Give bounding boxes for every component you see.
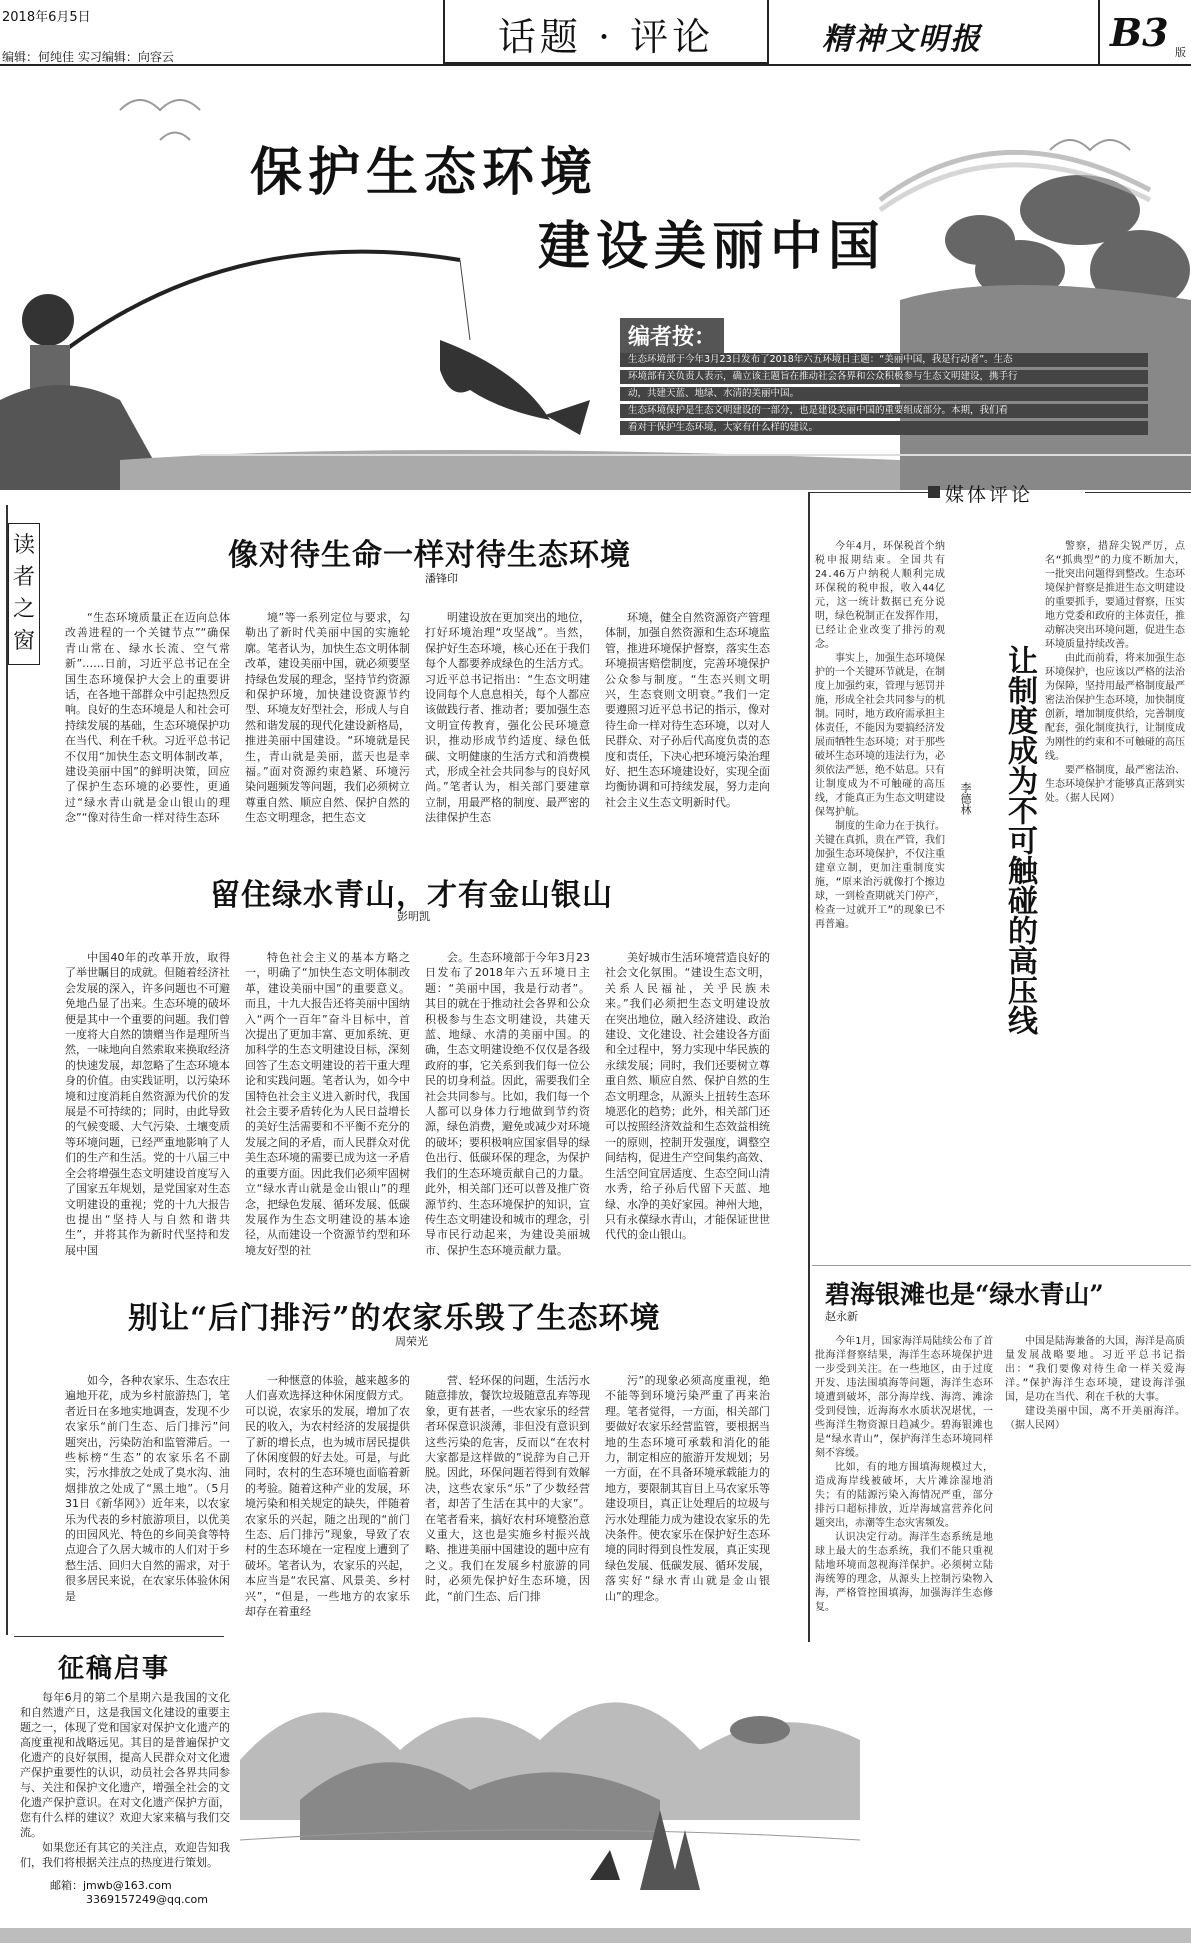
paragraph: 今年4月，环保税首个纳税申报期结束。全国共有24.46万户纳税人顺利完成环保税的税申报，收入44亿元，这一统计数据已充分说明，绿色税制正在发挥作用，已经让企业改变了排污的观念。: [815, 541, 945, 650]
paragraph: 中国是陆海兼备的大国，海洋是高质量发展战略要地。习近平总书记指出：“我们要像对待生命一样关爱海洋。”保护海洋生态环境，建设海洋强国，是功在当代、利在千秋的大事。: [1005, 1336, 1185, 1403]
article-2-title: 留住绿水青山，才有金山银山: [210, 878, 613, 913]
article-3-col-1: [65, 1373, 230, 1628]
paragraph: 明建设放在更加突出的地位，打好环境治理“攻坚战”。当然，保护好生态环境，核心还在于我们每个人都要养成绿色的生活方式。习近平总书记指出：“生态文明建设同每个人息息相关，每个人都应该做践行者、推动者；要加强生态文明宣传教育，强化公民环境意识，推动形成节约适度、绿色低碳、文明健康的生活方式和消费模式，形成全社会共同参与的良好风尚。”笔者认为，相关部门要建章立制，用最严格的制度、最严密的法律保护生态: [425, 611, 590, 825]
article-4-author: 李德林: [959, 782, 972, 815]
article-1-author: 潘锋印: [425, 572, 458, 585]
email-link[interactable]: 3369157249@qq.com: [86, 1893, 208, 1906]
paragraph: 如果您还有其它的关注点，欢迎告知我们，我们将根据关注点的热度进行策划。: [20, 1841, 230, 1869]
headline-2: 建设美丽中国: [538, 216, 887, 277]
header-editors: 编辑：何纯佳 实习编辑：向容云: [2, 50, 174, 64]
media-review-rule: [808, 492, 810, 1642]
article-3-col-3: [425, 1373, 590, 1628]
page-number: B3: [1110, 10, 1169, 55]
landscape-illustration: [240, 1640, 860, 1920]
paragraph: 营、轻环保的问题，生活污水随意排放，餐饮垃圾随意乱弃等现象，更有甚者，一些农家乐的经营者环保意识淡薄，非但没有意识到这些污染的危害，反而以“在农村大家都是这样做的”说辞为自己开脱。因此，环保问题若得到有效解决，这些农家乐“乐”了少数经营者，却苦了生活在其中的大家”。在笔者看来，搞好农村环境整治意义重大，这也是实施乡村振兴战略、推进美丽中国建设的题中应有之义。我们在发展乡村旅游的同时，必须先保护好生态环境，因此，“前门生态、后门排: [425, 1374, 590, 1603]
media-review-top-rule: [808, 492, 928, 493]
footer-bar: [0, 1928, 1191, 1943]
paragraph: 比如，有的地方围填海规模过大，造成海岸线被破坏，大片滩涂湿地消失；有的陆源污染入海情况严重，部分排污口超标排放，近岸海域富营养化问题突出，赤潮等生态灾害频发。: [815, 1462, 993, 1529]
paragraph: 特色社会主义的基本方略之一，明确了“加快生态文明体制改革，建设美丽中国”的重要意义。而且，十九大报告还将美丽中国纳入“两个一百年”奋斗目标中，首次提出了更加丰富、更加系统、更加科学的生态文明建设目标，深刻回答了生态文明建设的若干重大理论和实践问题。笔者认为，如今中国特色社会主义进入新时代，我国社会主要矛盾转化为人民日益增长的美好生活需要和不平衡不充分的发展之间的矛盾，而人民群众对优美生态环境的需要已成为这一矛盾的重要方面。因此我们必须牢固树立“绿水青山就是金山银山”的理念，把绿色发展、循环发展、低碳发展作为生态文明建设的基本途径，从而建设一个资源节约型和环境友好型的社: [245, 951, 410, 1257]
article-3-col-4: [605, 1373, 770, 1628]
email-label: 邮箱：: [50, 1879, 83, 1892]
article-4-col-2: [1045, 540, 1185, 1250]
article-5-title: 碧海银滩也是“绿水青山”: [825, 1280, 1104, 1309]
paragraph: 由此而前看，将来加强生态环境保护，也应该以严格的法治为保障，坚持用最严格制度最严密法治保护生态环境，加快制度创新，增加制度供给，完善制度配套，强化制度执行，让制度成为刚性的约束和不可触碰的高压线。: [1045, 653, 1185, 762]
headline-1: 保护生态环境: [250, 142, 599, 203]
article-2-col-3: [425, 950, 590, 1255]
article-3-col-2: [245, 1373, 410, 1628]
paragraph: 认识决定行动。海洋生态系统是地球上最大的生态系统，我们不能只重视陆地环境而忽视海洋保护。必须树立陆海统筹的理念，从源头上控制污染物入海，严格管控围填海，加强海洋生态修复。: [815, 1532, 993, 1613]
header-rule: [0, 64, 1191, 66]
article-4-col-1: [815, 540, 945, 1250]
email-link[interactable]: jmwb@163.com: [83, 1879, 172, 1892]
article-3-author: 周荣光: [395, 1335, 428, 1348]
paragraph: 制度的生命力在于执行。关键在真抓，贵在严管，我们加强生态环境保护，不仅注重建章立制，更加注重制度实施，“原来治污就像打个擦边球，一到检查期就关门停产，检查一过就开工”的现象已不再普遍。: [815, 821, 945, 930]
paragraph: 会。生态环境部于今年3月23日发布了2018年六五环境日主题：“美丽中国，我是行动者”。其目的就在于推动社会各界和公众积极参与生态文明建设，共建天蓝、地绿、水清的美丽中国。的确，生态文明建设绝不仅仅是各级政府的事，它关系到我们每一位公民的切身利益。因此，需要我们全社会共同参与。比如，我们每一个人都可以身体力行地做到节约资源，绿色消费，避免或减少对环境的破坏；要积极响应国家倡导的绿色出行、低碳环保的理念，为保护我们的生态环境贡献自己的力量。此外，相关部门还可以普及推广资源节约、生态环境保护的知识，宣传生态文明建设和城市的理念，引导市民行动起来，为建设美丽城市、保护生态环境贡献力量。: [425, 951, 590, 1257]
article-1-col-3: [425, 610, 590, 825]
article-5-rule: [812, 1265, 1191, 1266]
call-for-papers-rule: [14, 1636, 224, 1637]
article-4-title: 让制度成为不可触碰的高压线: [1002, 645, 1037, 1035]
media-review-label: 媒体评论: [945, 484, 1034, 506]
paragraph: 每年6月的第二个星期六是我国的文化和自然遗产日，这是我国文化建设的重要主题之一，体现了党和国家对保护文化遗产的高度重视和战略远见。其目的是普遍保护文化遗产的良好氛围，提高人民群众对文化遗产保护重要性的认识，动员社会各界共同参与、关注和保护文化遗产，增强全社会的文化遗产保护意识。在对文化遗产保护方面，您有什么样的建议？欢迎大家来稿与我们交流。: [20, 1691, 230, 1839]
square-bullet-icon: [928, 486, 940, 498]
paragraph: 污”的现象必须高度重视，绝不能等到环境污染严重了再来治理。笔者觉得，一方面，相关部门要做好农家乐经营监管，要根据当地的生态环境可承载和消化的能力，制定相应的旅游开发规划；另一方面，在不具备环境承载能力的地方，要限制其盲目上马农家乐等建设项目，真正让处理后的垃圾与污水处理能力成为建设农家乐的先决条件。使农家乐在保护好生态环境的同时得到良性发展，真正实现绿色发展、低碳发展、循环发展，落实好“绿水青山就是金山银山”的理念。: [605, 1374, 770, 1603]
article-1-col-2: [245, 610, 410, 825]
editor-note-line: 环境部有关负责人表示，确立该主题旨在推动社会各界和公众积极参与生态文明建设，携手行: [620, 370, 1148, 384]
email-block: [50, 1877, 172, 1893]
editor-note-line: 看对于保护生态环境，大家有什么样的建议。: [620, 421, 1148, 435]
article-5-author: 赵永新: [825, 1310, 858, 1323]
paragraph: 警察，措辞尖锐严厉，点名“抓典型”的力度不断加大，一批突出问题得到整改。生态环境保护督察是推进生态文明建设的重要抓手，要通过督察，压实地方党委和政府的主体责任，推动解决突出环境问题，促进生态环境质量持续改善。: [1045, 541, 1185, 650]
section-title: 话题 · 评论: [497, 15, 715, 59]
article-1-title: 像对待生命一样对待生态环境: [228, 538, 631, 573]
call-for-papers-title: 征稿启事: [58, 1654, 171, 1684]
page-suffix: 版: [1175, 46, 1186, 59]
editor-note-label: 编者按：: [620, 318, 724, 353]
article-1-col-4: [605, 610, 770, 815]
article-2-author: 彭明凯: [397, 910, 430, 923]
section-title-box: [443, 0, 769, 64]
header-divider: [1098, 0, 1100, 64]
paragraph: 如今，各种农家乐、生态农庄遍地开花，成为乡村旅游热门，笔者近日在多地实地调查，发现不少农家乐“前门生态、后门排污”问题突出，污染防治和监管滞后。一些标榜“生态”的农家乐名不副实，污水排放之处成了臭水沟、油烟排放之处成了“黑土地”。（5月31日《新华网》）近年来，以农家乐为代表的乡村旅游项目，以优美的田园风光、特色的乡间美食等特点迎合了久居大城市的人们对于乡愁生活、回归大自然的需求，对于很多居民来说，在农家乐体验休闲是: [65, 1374, 230, 1603]
editor-note-line: 动，共建天蓝、地绿、水清的美丽中国。: [620, 387, 1148, 401]
reader-window-label: 读者之窗: [12, 533, 35, 654]
call-for-papers-body: [20, 1690, 230, 1869]
paragraph: 美好城市生活环境营造良好的社会文化氛围。“建设生态文明，关系人民福祉，关乎民族未来。”我们必须把生态文明建设放在突出地位，融入经济建设、政治建设、文化建设、社会建设各方面和全过程中，努力实现中华民族的永续发展；同时，我们还要树立尊重自然、顺应自然、保护自然的生态文明理念，从源头上扭转生态环境恶化的趋势；此外，相关部门还可以按照经济效益和生态效益相统一的原则，控制开发强度，调整空间结构，促进生产空间集约高效、生活空间宜居适度、生态空间山清水秀，给子孙后代留下天蓝、地绿、水净的美好家园。神州大地，只有永葆绿水青山，才能保证世世代代的金山银山。: [605, 951, 770, 1242]
editor-note-line: 生态环境保护是生态文明建设的一部分，也是建设美丽中国的重要组成部分。本期，我们看: [620, 404, 1148, 418]
paragraph: 今年1月，国家海洋局陆续公布了首批海洋督察结果，海洋生态环境保护进一步受到关注。在一些地区，由于过度开发、违法围填海等问题，海洋生态环境遭到破坏，部分海岸线、海湾、滩涂受到侵蚀，近海海水水质状况堪忧，一些海洋生物资源日趋减少。碧海银滩也是“绿水青山”，保护海洋生态环境同样刻不容缓。: [815, 1336, 993, 1459]
paragraph: 事实上，加强生态环境保护的一个关键环节就是，在制度上加强约束，管理与惩罚并施，形成全社会共同参与的机制。同时，地方政府需承担主体责任，不能因为要搞经济发展而牺牲生态环境；对于那些破坏生态环境的违法行为，必须依法严惩，绝不姑息。只有让制度成为不可触碰的高压线，才能真正为生态文明建设保驾护航。: [815, 653, 945, 818]
article-1-col-1: [65, 610, 230, 825]
article-5-col-2: [1005, 1335, 1185, 1805]
reader-window-rule: [6, 505, 8, 1635]
paragraph: 建设美丽中国，离不开美丽海洋。（据人民网）: [1005, 1406, 1185, 1431]
editor-note-line: 生态环境部于今年3月23日发布了2018年六五环境日主题：“美丽中国，我是行动者”。生态: [620, 353, 1148, 367]
article-2-col-4: [605, 950, 770, 1255]
article-2-col-1: [65, 950, 230, 1255]
paragraph: 境”等一系列定位与要求，勾勒出了新时代美丽中国的实施轮廓。笔者认为，加快生态文明体制改革，建设美丽中国，就必须要坚持绿色发展的理念，坚持节约资源和保护环境，加快建设资源节约型、环境友好型社会，形成人与自然和谐发展的现代化建设新格局，推进美丽中国建设。“环境就是民生，青山就是美丽，蓝天也是幸福。”面对资源约束趋紧、环境污染问题频发等问题，我们必须树立尊重自然、顺应自然、保护自然的生态文明理念，把生态文: [245, 611, 410, 825]
reader-window-tag: [8, 523, 40, 665]
media-review-top-rule: [1085, 492, 1191, 493]
paragraph: “生态环境质量正在迈向总体改善进程的一个关键节点”“确保青山常在、绿水长流、空气常新”……日前，习近平总书记在全国生态环境保护大会上的重要讲话，在各地干部群众中引起热烈反响。良好的生态环境是人和社会可持续发展的基础，生态环境保护功在当代、利在千秋。习近平总书记不仅用“加快生态文明体制改革，建设美丽中国”的鲜明决策，回应了保护生态环境的必要性，更通过“绿水青山就是金山银山的理念”“像对待生命一样对待生态环: [65, 611, 230, 825]
paragraph: 要严格制度，最严密法治、生态环境保护才能够真正落到实处。（据人民网）: [1045, 765, 1185, 804]
header-date: 2018年6月5日: [2, 10, 91, 25]
paragraph: 一种惬意的体验，越来越多的人们喜欢选择这种休闲度假方式。可以说，农家乐的发展，增加了农民的收入，为农村经济的发展提供了新的增长点，也为城市居民提供了休闲度假的好去处。可是，与此同时，农村的生态环境也面临着新的考验。随着这种产业的发展，环境污染和相关规定的缺失，伴随着农家乐的兴起，随之出现的“前门生态、后门排污”现象，导致了农村的生态环境在一定程度上遭到了破坏。笔者认为，农家乐的兴起，本应当是“农民富、风景美、乡村兴”，“但是，一些地方的农家乐却存在着重经: [245, 1374, 410, 1619]
paragraph: 环境，健全自然资源资产管理体制，加强自然资源和生态环境监管，推进环境保护督察，落实生态环境损害赔偿制度，完善环境保护公众参与制度。“生态兴则文明兴，生态衰则文明衰。”我们一定要遵照习近平总书记的指示，像对待生命一样对待生态环境，以对人民群众、对子孙后代高度负责的态度和责任，下决心把环境污染治理好、把生态环境建设好，实现全面均衡协调和可持续发展，努力走向社会主义生态文明新时代。: [605, 611, 770, 809]
article-3-title: 别让“后门排污”的农家乐毁了生态环境: [128, 1301, 661, 1336]
banner: [0, 70, 1191, 490]
paper-name: 精神文明报: [822, 22, 982, 57]
article-2-col-2: [245, 950, 410, 1255]
paragraph: 中国40年的改革开放，取得了举世瞩目的成就。但随着经济社会发展的深入，许多问题也不可避免地凸显了出来。生态环境的破坏便是其中一个重要的问题。我们曾一度将大自然的馈赠当作是理所当然，一味地向自然索取来换取经济的快速发展，却忽略了生态环境本身的价值。由实践证明，以污染环境和过度消耗自然资源为代价的发展是不可持续的；同时，由此导致的气候变暖、大气污染、土壤变质等环境问题，已经严重地影响了人们的生产和生活。党的十八届三中全会将增强生态文明建设首度写入了国家五年规划，是党国家对生态文明建设的重视；党的十九大报告也提出“坚持人与自然和谐共生”，并将其作为新时代坚持和发展中国: [65, 951, 230, 1257]
